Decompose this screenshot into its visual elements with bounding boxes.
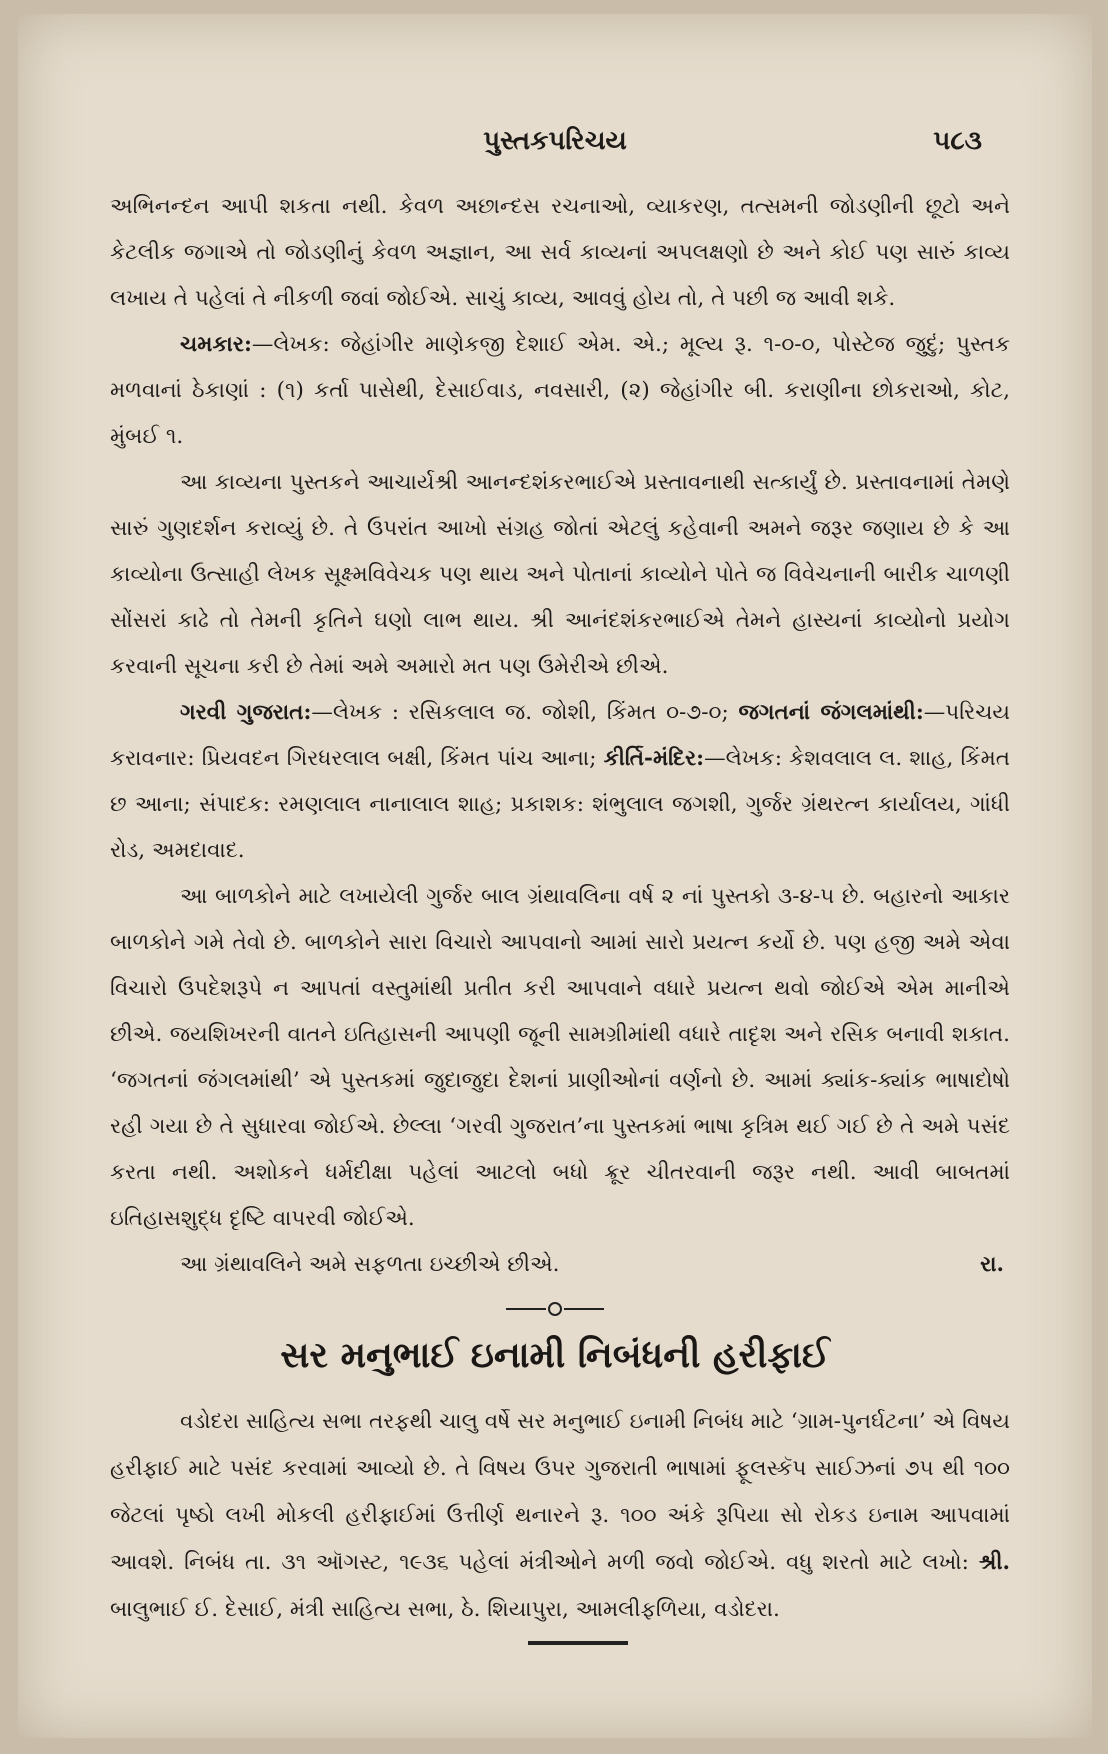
contact-address: બાલુભાઈ ઈ. દેસાઈ, મંત્રી સાહિત્ય સભા, ઠે. શિયાપુરા, આમલીફળિયા, વડોદરા. — [110, 1597, 780, 1622]
notice-body — [110, 1398, 1010, 1633]
divider-ornament — [548, 1302, 562, 1316]
entry-bal-granthavali — [110, 690, 1010, 874]
entry-title: ચમકાર: — [180, 332, 252, 357]
notice-text: વડોદરા સાહિત્ય સભા તરફથી ચાલુ વર્ષે સર મનુભાઈ ઇનામી નિબંધ માટે ‘ગ્રામ-પુનર્ઘટના’ એ વિષય હરીફાઈ માટે પસંદ કરવામાં આવ્યો છે. તે વિષય ઉપર ગુજરાતી ભાષામાં ફૂલસ્કૅપ સાઈઝનાં ૭૫ થી ૧૦૦ જેટલાં પૃષ્ઠો લખી મોકલી હરીફાઈમાં ઉત્તીર્ણ થનારને રૂ. ૧૦૦ અંકે રૂપિયા સો રોકડ ઇનામ આપવામાં આવશે. નિબંધ તા. ૩૧ ઑગસ્ટ, ૧૯૩૬ પહેલાં મંત્રીઓને મળી જવો જોઈએ. વધુ શરતો માટે લખો: — [110, 1409, 1010, 1575]
section-divider — [18, 1298, 1092, 1318]
contact-honorific: શ્રી. — [978, 1550, 1010, 1575]
review-section — [110, 184, 1010, 1288]
review-paragraph: આ કાવ્યના પુસ્તકને આચાર્યશ્રી આનન્દશંકરભાઈએ પ્રસ્તાવનાથી સત્કાર્યું છે. પ્રસ્તાવનામાં તેમણે સારું ગુણદર્શન કરાવ્યું છે. તે ઉપરાંત આખો સંગ્રહ જોતાં એટલું કહેવાની અમને જરૂર જણાય છે કે આ કાવ્યોના ઉત્સાહી લેખક સૂક્ષ્મવિવેચક પણ થાય અને પોતાનાં કાવ્યોને પોતે જ વિવેચનાની બારીક ચાળણી સોંસરાં કાઢે તો તેમની કૃતિને ઘણો લાભ થાય. શ્રી આનંદશંકરભાઈએ તેમને હાસ્યનાં કાવ્યોનો પ્રયોગ કરવાની સૂચના કરી છે તેમાં અમે અમારો મત પણ ઉમેરીએ છીએ. — [110, 470, 1010, 679]
entry-details: —લેખક: કેશવલાલ લ. શાહ, કિંમત છ આના; સંપાદક: રમણલાલ નાનાલાલ શાહ; પ્રકાશક: શંભુલાલ જગશી, ગુર્જર ગ્રંથરત્ન કાર્યાલય, ગાંધી રોડ, અમદાવાદ. — [110, 746, 1010, 863]
running-head: પુસ્તકપરિચય — [483, 126, 627, 156]
entry-details: —લેખક: જેહાંગીર માણેકજી દેશાઈ એમ. એ.; મૂલ્ય રૂ. ૧-૦-૦, પોસ્ટેજ જુદું; પુસ્તક મળવાનાં ઠેકાણાં : (૧) કર્તા પાસેથી, દેસાઈવાડ, નવસારી, (૨) જેહાંગીર બી. કરાણીના છોકરાઓ, કોટ, મુંબઈ ૧. — [110, 332, 1010, 449]
page — [18, 14, 1092, 1738]
entry-details: —લેખક : રસિકલાલ જ. જોશી, કિંમત ૦-૭-૦; — [311, 700, 739, 725]
end-rule — [528, 1641, 628, 1645]
notice-heading: સર મનુભાઈ ઇનામી નિબંધની હરીફાઈ — [280, 1334, 830, 1376]
page-header — [18, 126, 1092, 170]
page-number: ૫૮૩ — [933, 126, 982, 156]
reviewer-signature: રા. — [980, 1252, 1004, 1277]
entry-title: કીર્તિ-મંદિર: — [603, 746, 705, 771]
closing-text: આ ગ્રંથાવલિને અમે સફળતા ઇચ્છીએ છીએ. — [180, 1252, 560, 1277]
review-paragraph: આ બાળકોને માટે લખાયેલી ગુર્જર બાલ ગ્રંથાવલિના વર્ષ ૨ નાં પુસ્તકો ૩-૪-૫ છે. બહારનો આકાર બાળકોને ગમે તેવો છે. બાળકોને સારા વિચારો આપવાનો આમાં સારો પ્રયત્ન કર્યો છે. પણ હજી અમે એવા વિચારો ઉપદેશરૂપે ન આપતાં વસ્તુમાંથી પ્રતીત કરી આપવાને વધારે પ્રયત્ન થવો જોઈએ એમ માનીએ છીએ. જયશિખરની વાતને ઇતિહાસની આપણી જૂની સામગ્રીમાંથી વધારે તાદૃશ અને રસિક બનાવી શકાત. ‘જગતનાં જંગલમાંથી’ એ પુસ્તકમાં જુદાજુદા દેશનાં પ્રાણીઓનાં વર્ણનો છે. આમાં ક્યાંક-ક્યાંક ભાષાદોષો રહી ગયા છે તે સુધારવા જોઈએ. છેલ્લા ‘ગરવી ગુજરાત’ના પુસ્તકમાં ભાષા કૃત્રિમ થઈ ગઈ છે તે અમે પસંદ કરતા નથી. અશોકને ધર્મદીક્ષા પહેલાં આટલો બધો ક્રૂર ચીતરવાની જરૂર નથી. આવી બાબતમાં ઇતિહાસશુદ્ધ દૃષ્ટિ વાપરવી જોઈએ. — [110, 884, 1010, 1231]
closing-line — [110, 1242, 1010, 1288]
entry-chamakar — [110, 322, 1010, 460]
paragraph-continuation: અભિનન્દન આપી શકતા નથી. કેવળ અછાન્દસ રચનાઓ, વ્યાકરણ, તત્સમની જોડણીની છૂટો અને કેટલીક જગાએ તો જોડણીનું કેવળ અજ્ઞાન, આ સર્વ કાવ્યનાં અપલક્ષણો છે અને કોઈ પણ સારું કાવ્ય લખાય તે પહેલાં તે નીકળી જવાં જોઈએ. સાચું કાવ્ય, આવવું હોય તો, તે પછી જ આવી શકે. — [110, 194, 1010, 311]
notice-paragraph — [110, 1398, 1010, 1633]
entry-details: —પરિચય કરાવનાર: પ્રિયવદન ગિરધરલાલ બક્ષી, કિંમત પાંચ આના; — [110, 700, 1011, 771]
entry-title: ગરવી ગુજરાત: — [180, 700, 312, 725]
entry-title: જગતનાં જંગલમાંથી: — [738, 700, 924, 725]
